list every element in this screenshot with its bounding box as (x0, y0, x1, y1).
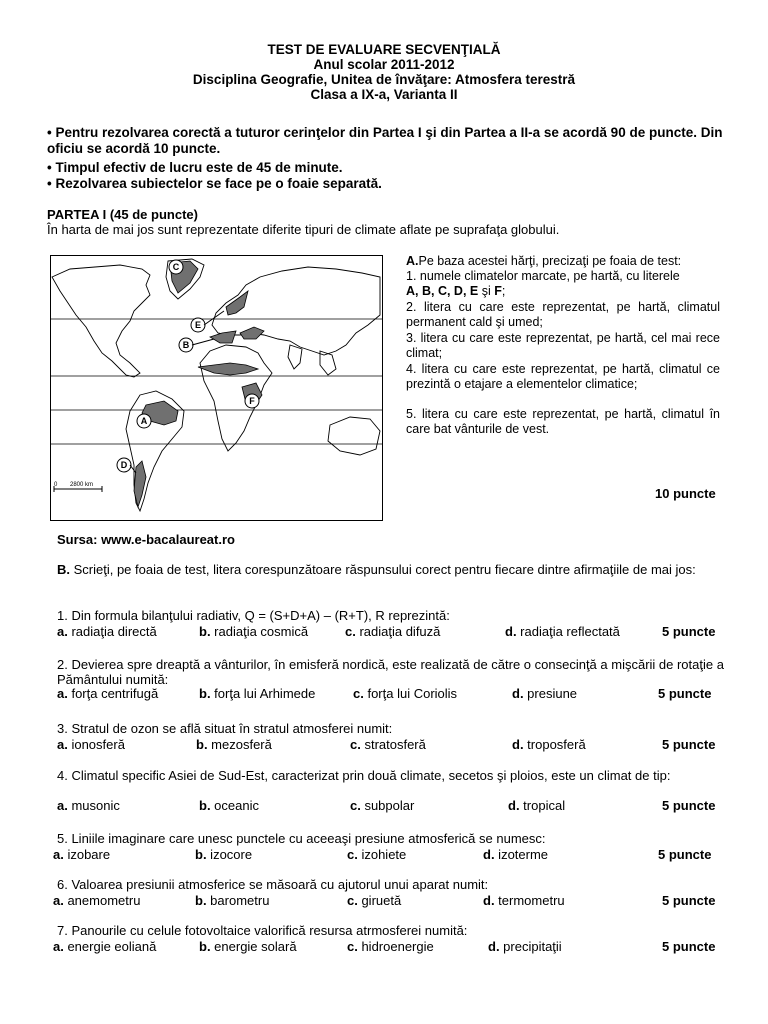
question-7-option-c (347, 939, 434, 954)
scale-zero: 0 (54, 482, 58, 488)
option-text: radiaţia cosmică (210, 624, 309, 639)
option-text: presiune (523, 686, 578, 701)
question-3-option-d (512, 737, 586, 752)
question-6-points: 5 puncte (662, 893, 716, 908)
task-a-item-1-text: 1. numele climatelor marcate, pe hartă, cu literele (406, 269, 680, 283)
question-5-option-a (53, 847, 110, 862)
task-a-item-1 (406, 269, 720, 298)
task-a-item-1-last: F (494, 283, 502, 298)
option-text: mezosferă (207, 737, 272, 752)
rule-separate-sheet: • Rezolvarea subiectelor se face pe o foaie separată. (47, 176, 382, 191)
option-text: oceanic (210, 798, 259, 813)
option-letter: a. (57, 798, 68, 813)
question-7-text: 7. Panourile cu celule fotovoltaice valorifică resursa atrmosferei numită: (57, 923, 468, 938)
question-1-option-b (199, 624, 308, 639)
map-frame (51, 256, 383, 521)
option-letter: c. (345, 624, 356, 639)
rule-time: • Timpul efectiv de lucru este de 45 de minute. (47, 160, 343, 175)
map-label-b: B (182, 340, 190, 350)
task-a-letter: A. (406, 254, 419, 268)
question-4-option-b (199, 798, 259, 813)
task-a-item-1-end: ; (501, 283, 506, 298)
question-1-option-a (57, 624, 157, 639)
task-a-intro (406, 254, 720, 269)
option-text: izobare (63, 847, 111, 862)
part1-title: PARTEA I (45 de puncte) (47, 207, 198, 222)
question-7-option-a (53, 939, 156, 954)
question-1-points: 5 puncte (662, 624, 716, 639)
question-1-option-d (505, 624, 620, 639)
question-1-text: 1. Din formula bilanţului radiativ, Q = (S+D+A) – (R+T), R reprezintă: (57, 608, 450, 623)
question-7-option-b (199, 939, 297, 954)
option-letter: a. (57, 686, 68, 701)
world-climate-map (50, 255, 383, 521)
option-letter: c. (347, 939, 358, 954)
option-letter: b. (195, 893, 207, 908)
task-b-letter: B. (57, 562, 70, 577)
option-text: radiaţia difuză (355, 624, 441, 639)
option-text: giruetă (357, 893, 402, 908)
option-letter: b. (196, 737, 208, 752)
part1-intro: În harta de mai jos sunt reprezentate diferite tipuri de climate aflate pe suprafaţa globului. (47, 222, 560, 237)
option-text: hidroenergie (357, 939, 434, 954)
option-text: stratosferă (360, 737, 426, 752)
question-1-option-c (345, 624, 440, 639)
option-letter: d. (512, 686, 524, 701)
question-5-option-b (195, 847, 252, 862)
task-a-item-2: 2. litera cu care este reprezentat, pe hartă, climatul permanent cald şi umed; (406, 300, 720, 329)
source-line: Sursa: www.e-bacalaureat.ro (57, 532, 235, 547)
question-7-option-d (488, 939, 562, 954)
option-letter: d. (483, 893, 495, 908)
option-letter: a. (53, 847, 64, 862)
option-letter: c. (350, 798, 361, 813)
question-6-option-c (347, 893, 401, 908)
question-7-points: 5 puncte (662, 939, 716, 954)
option-letter: c. (350, 737, 361, 752)
question-3-option-b (196, 737, 272, 752)
option-text: anemometru (63, 893, 141, 908)
question-6-text: 6. Valoarea presiunii atmosferice se măsoară cu ajutorul unui aparat numit: (57, 877, 489, 892)
option-text: radiaţia directă (67, 624, 157, 639)
option-letter: d. (508, 798, 520, 813)
option-text: radiaţia reflectată (516, 624, 620, 639)
option-letter: b. (199, 939, 211, 954)
map-label-f: F (249, 396, 255, 406)
map-label-e: E (194, 320, 202, 330)
option-letter: b. (195, 847, 207, 862)
test-title: TEST DE EVALUARE SECVENŢIALĂ (267, 42, 501, 57)
option-text: tropical (519, 798, 566, 813)
class-variant: Clasa a IX-a, Varianta II (310, 87, 458, 102)
question-4-text: 4. Climatul specific Asiei de Sud-Est, caracterizat prin două climate, secetos şi ploios, este un climat de tip: (57, 768, 671, 783)
option-text: energie eoliană (63, 939, 157, 954)
question-4-points: 5 puncte (662, 798, 716, 813)
question-6-option-a (53, 893, 140, 908)
question-3-text: 3. Stratul de ozon se află situat în stratul atmosferei numit: (57, 721, 393, 736)
option-letter: a. (53, 939, 64, 954)
option-text: energie solară (210, 939, 297, 954)
question-2-option-c (353, 686, 457, 701)
question-5-option-d (483, 847, 548, 862)
rule-points: • Pentru rezolvarea corectă a tuturor cerinţelor din Partea I şi din Partea a II-a se acordă 90 de puncte. Din oficiu se acordă 10 puncte. (47, 125, 723, 156)
map-label-c: C (172, 262, 180, 272)
task-a-points: 10 puncte (655, 486, 716, 501)
option-text: termometru (494, 893, 565, 908)
question-6-option-b (195, 893, 269, 908)
question-3-option-a (57, 737, 125, 752)
question-3-points: 5 puncte (662, 737, 716, 752)
option-letter: b. (199, 798, 211, 813)
question-4-option-a (57, 798, 120, 813)
option-letter: d. (512, 737, 524, 752)
option-letter: a. (57, 624, 68, 639)
option-letter: c. (353, 686, 364, 701)
option-letter: b. (199, 624, 211, 639)
option-text: subpolar (360, 798, 415, 813)
option-text: izoterme (494, 847, 549, 862)
question-2-option-a (57, 686, 158, 701)
option-letter: c. (347, 847, 358, 862)
option-text: izocore (206, 847, 253, 862)
option-letter: b. (199, 686, 211, 701)
task-a-item-4: 4. litera cu care este reprezentat, pe hartă, climatul ce prezintă o etajare a elementelor climatice; (406, 362, 720, 391)
option-text: izohiete (357, 847, 407, 862)
option-text: precipitaţii (499, 939, 562, 954)
option-text: musonic (67, 798, 120, 813)
task-a-item-1-and: şi (478, 283, 495, 298)
option-text: forţa lui Coriolis (363, 686, 458, 701)
option-text: barometru (206, 893, 270, 908)
task-a-item-5: 5. litera cu care este reprezentat, pe hartă, climatul în care bat vânturile de vest. (406, 407, 720, 436)
question-5-points: 5 puncte (658, 847, 712, 862)
question-2-text: 2. Devierea spre dreaptă a vânturilor, în emisferă nordică, este realizată de către o consecinţă a mişcării de rotaţie a Pământului numită: (57, 657, 724, 687)
question-5-option-c (347, 847, 406, 862)
question-4-option-d (508, 798, 565, 813)
option-letter: d. (505, 624, 517, 639)
option-letter: d. (488, 939, 500, 954)
map-label-a: A (140, 416, 148, 426)
task-b-intro-text: Scrieţi, pe foaia de test, litera corespunzătoare răspunsului corect pentru fiecare dintre afirmaţiile de mai jos: (70, 562, 696, 577)
option-letter: c. (347, 893, 358, 908)
question-6-option-d (483, 893, 565, 908)
scale-label: 2800 km (70, 482, 94, 488)
task-a-intro-text: Pe baza acestei hărţi, precizaţi pe foaia de test: (418, 254, 682, 268)
option-letter: a. (57, 737, 68, 752)
question-3-option-c (350, 737, 426, 752)
task-a-item-1-letters: A, B, C, D, E (406, 283, 479, 298)
option-text: ionosferă (67, 737, 125, 752)
question-5-text: 5. Liniile imaginare care unesc punctele cu aceeaşi presiune atmosferică se numesc: (57, 831, 546, 846)
option-text: forţa centrifugă (67, 686, 159, 701)
discipline-line: Disciplina Geografie, Unitea de învăţare: Atmosfera terestră (192, 72, 576, 87)
option-letter: d. (483, 847, 495, 862)
task-a-item-3: 3. litera cu care este reprezentat, pe hartă, cel mai rece climat; (406, 331, 720, 360)
question-2-points: 5 puncte (658, 686, 712, 701)
question-2-option-d (512, 686, 577, 701)
option-letter: a. (53, 893, 64, 908)
school-year: Anul scolar 2011-2012 (313, 57, 455, 72)
option-text: troposferă (523, 737, 586, 752)
task-b-intro (57, 562, 727, 577)
question-4-option-c (350, 798, 414, 813)
option-text: forţa lui Arhimede (210, 686, 316, 701)
question-2-option-b (199, 686, 315, 701)
map-label-d: D (120, 460, 128, 470)
